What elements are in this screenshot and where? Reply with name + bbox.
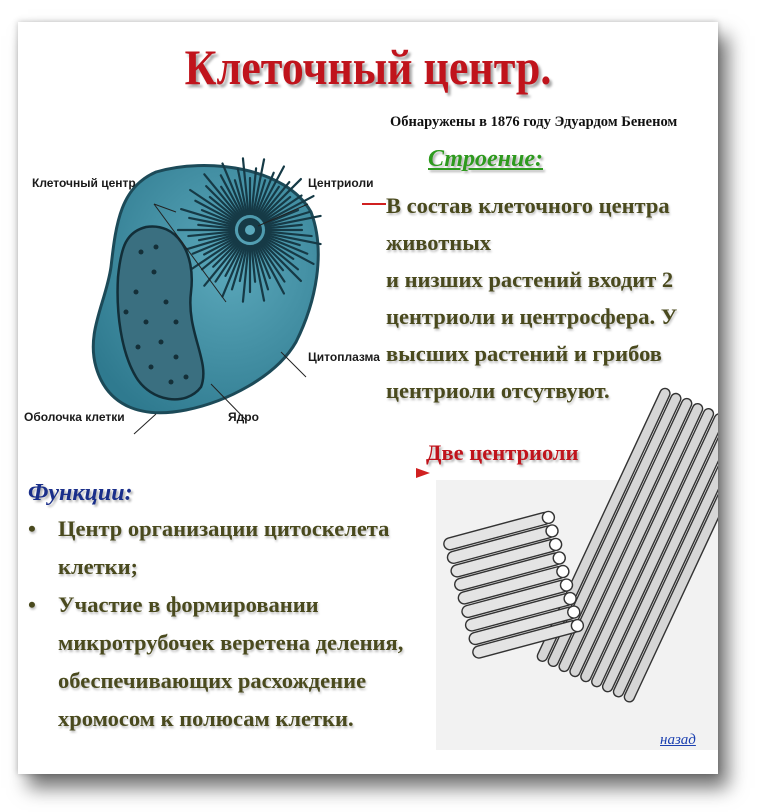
list-item: • Участие в формировании микротрубочек веретена деления, обеспечивающих расхождение хромосом к полюсам клетки. [28, 592, 404, 731]
page-title: Клеточный центр. [184, 39, 552, 95]
arrow-head-icon [416, 466, 432, 480]
label-cell-center: Клеточный центр [32, 176, 136, 190]
cell-diagram [26, 152, 386, 442]
list-item: • Центр организации цитоскелета клетки; [28, 516, 390, 579]
back-link[interactable]: назад [660, 732, 696, 748]
two-centrioles-label: Две центриоли [426, 440, 579, 465]
label-nucleus: Ядро [228, 410, 259, 424]
slide [18, 22, 718, 774]
centrioles-diagram [436, 362, 718, 750]
functions-list [28, 510, 438, 738]
label-cell-membrane: Оболочка клетки [24, 410, 125, 424]
discovery-subtitle: Обнаружены в 1876 году Эдуардом Бененом [390, 114, 678, 130]
label-cytoplasm: Цитоплазма [308, 350, 380, 364]
structure-heading: Строение: [428, 146, 543, 172]
label-centrioles: Центриоли [308, 176, 374, 190]
structure-text: В состав клеточного центра животных и низших растений входит 2 центриоли и центросфера. У высших растений и грибов центриоли отсутвуют. [386, 193, 678, 403]
functions-heading: Функции: [28, 480, 133, 506]
